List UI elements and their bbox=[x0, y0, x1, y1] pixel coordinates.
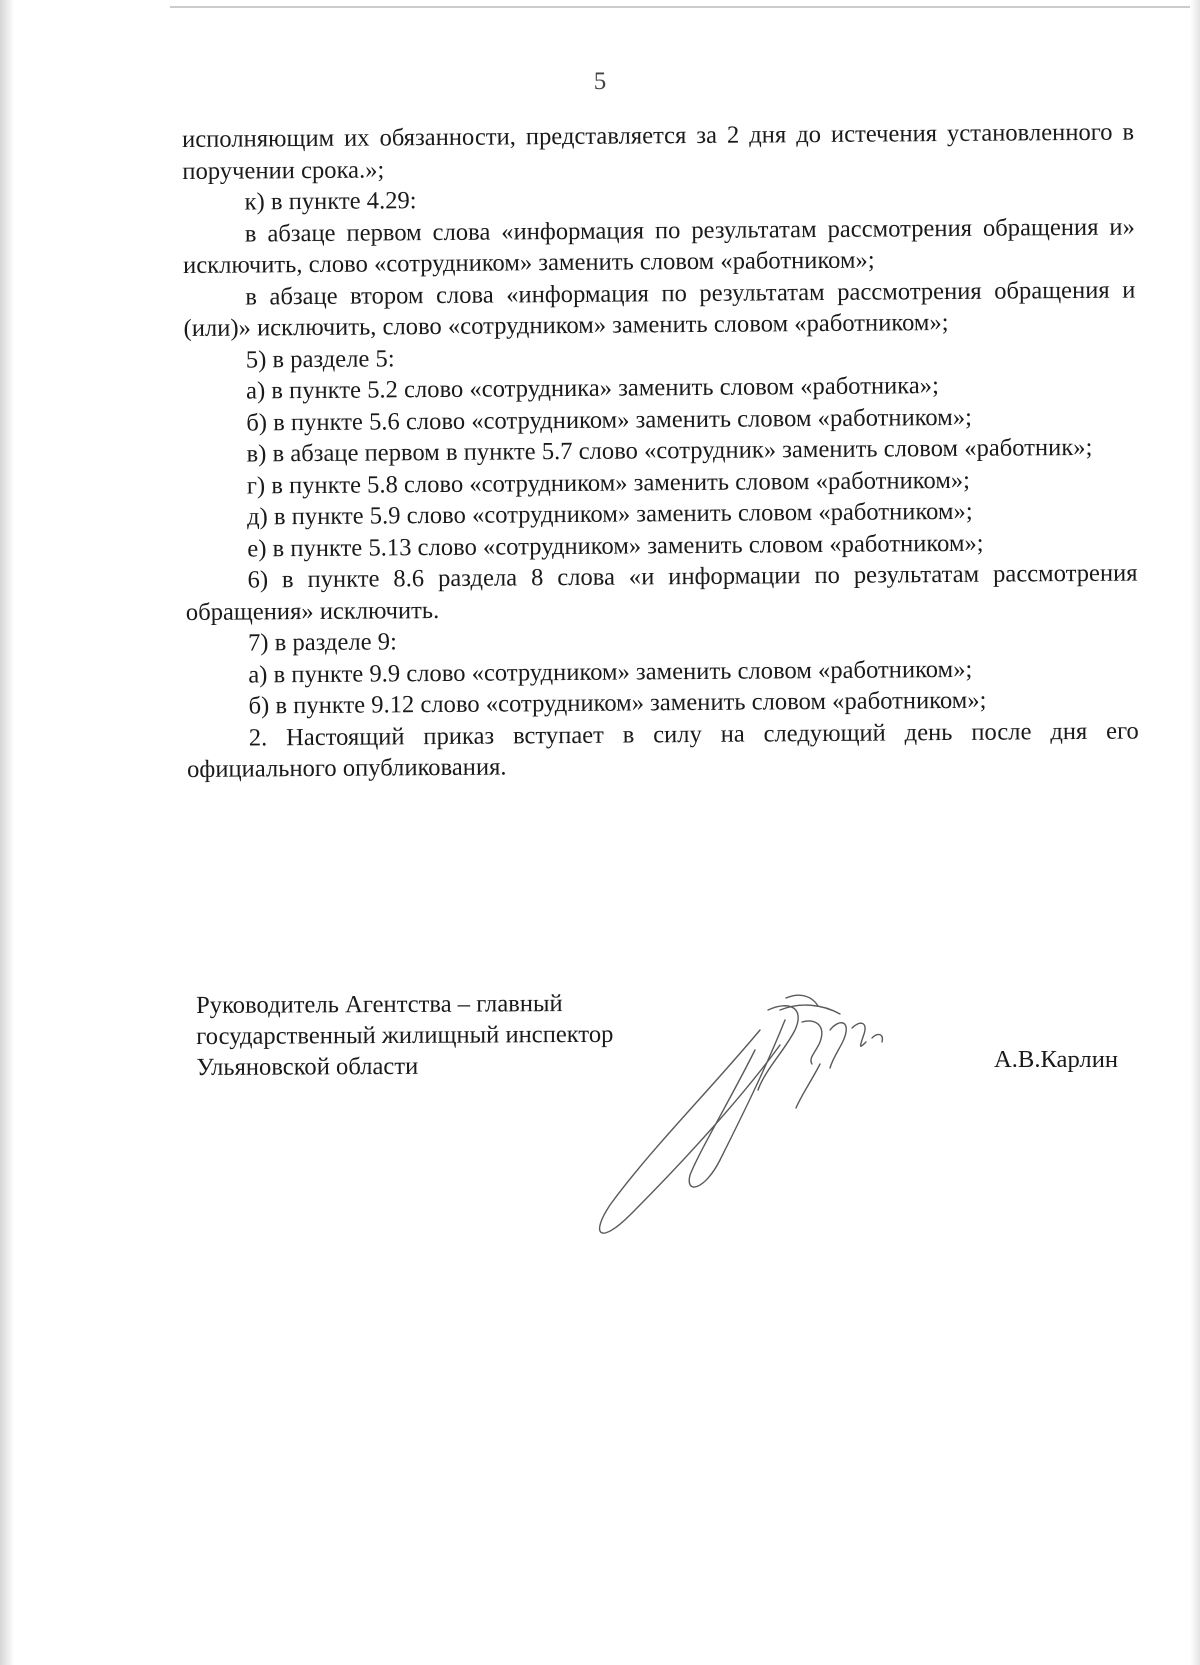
signatory-position-line: государственный жилищный инспектор bbox=[196, 1020, 614, 1050]
paragraph-item-k: к) в пункте 4.29: bbox=[244, 187, 417, 216]
paragraph-item-5-8: г) в пункте 5.8 слово «сотрудником» заменить словом «работником»; bbox=[246, 466, 971, 500]
paragraph-item-5-2: а) в пункте 5.2 слово «сотрудника» заменить словом «работника»; bbox=[245, 372, 939, 405]
scan-shadow-right bbox=[1190, 0, 1200, 1665]
signatory-position-line: Руководитель Агентства – главный bbox=[196, 990, 563, 1019]
paragraph-item-9-9: а) в пункте 9.9 слово «сотрудником» заменить словом «работником»; bbox=[248, 655, 973, 688]
scan-artifact-line bbox=[170, 6, 1190, 8]
paragraph-item-5-9: д) в пункте 5.9 слово «сотрудником» заменить словом «работником»; bbox=[246, 497, 973, 531]
paragraph-item-5-7: в) в абзаце первом в пункте 5.7 слово «сотрудник» заменить словом «работник»; bbox=[246, 433, 1093, 468]
document-body bbox=[182, 117, 1139, 786]
handwritten-signature bbox=[590, 990, 950, 1240]
paragraph-section-9: 7) в разделе 9: bbox=[247, 628, 397, 657]
paragraph-section-5: 5) в разделе 5: bbox=[245, 344, 395, 374]
page-number: 5 bbox=[593, 68, 607, 95]
paragraph-item-8-6: 6) в пункте 8.6 раздела 8 слова «и информации по результатам рассмотрения обращения» исключить. bbox=[185, 559, 1138, 626]
paragraph-item-5-13: е) в пункте 5.13 слово «сотрудником» заменить словом «работником»; bbox=[247, 529, 984, 562]
paragraph-item-9-12: б) в пункте 9.12 слово «сотрудником» заменить словом «работником»; bbox=[248, 686, 987, 720]
signatory-position-line: Ульяновской области bbox=[196, 1052, 419, 1081]
paragraph-continuation: исполняющим их обязанности, представляется за 2 дня до истечения установленного в поручении срока.»; bbox=[182, 118, 1135, 185]
signatory-name: А.В.Карлин bbox=[994, 1046, 1119, 1073]
paragraph-item-5-6: б) в пункте 5.6 слово «сотрудником» заменить словом «работником»; bbox=[246, 403, 972, 437]
paragraph-second-abzac: в абзаце втором слова «информация по результатам рассмотрения обращения и (или)» исключить, слово «сотрудником» заменить словом «работником»; bbox=[183, 276, 1136, 342]
paragraph-first-abzac: в абзаце первом слова «информация по результатам рассмотрения обращения и» исключить, слово «сотрудником» заменить словом «работником»; bbox=[183, 213, 1135, 279]
scan-shadow-left bbox=[0, 0, 14, 1665]
paragraph-effective-date: 2. Настоящий приказ вступает в силу на следующий день после дня его официального опубликования. bbox=[186, 717, 1139, 783]
